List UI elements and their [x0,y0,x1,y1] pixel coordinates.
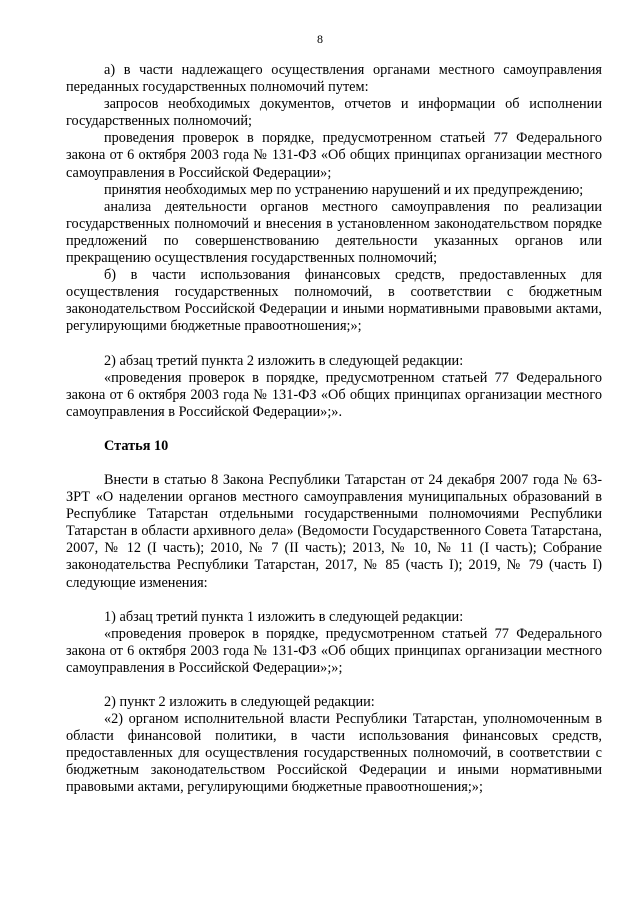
paragraph-amend-2: 2) абзац третий пункта 2 изложить в следующей редакции: [104,352,464,369]
paragraph-amend-point-2: 2) пункт 2 изложить в следующей редакции: [104,694,375,710]
page-number: 8 [317,32,323,46]
paragraph-analysis: анализа деятельности органов местного самоуправления по реализации государственных полномочий и внесения в установленном законодательством порядке предложений по совершенствованию деятельности указанных органов или прекращению осуществления государственных полномочий; [66,198,602,267]
paragraph-amend-point-2-text: «2) органом исполнительной власти Республики Татарстан, уполномоченным в области финансовой политики, в части использования финансовых средств, предоставленных для осуществления государственных полномочий, в соответствии с бюджетным законодательством Российской Федерации и иными нормативными правовыми актами, регулирующими бюджетные правоотношения;»; [66,711,602,796]
paragraph-article-10-intro: Внести в статью 8 Закона Республики Татарстан от 24 декабря 2007 года № 63-ЗРТ «О наделении органов местного самоуправления муниципальных образований в Республике Татарстан отдельными государственными полномочиями Республики Татарстан в области архивного дела» (Ведомости Государственного Совета Татарстана, 2007, № 12 (I часть); 2010, № 7 (II часть); 2013, № 10, № 11 (I часть); Собрание законодательства Республики Татарстан, 2017, № 85 (часть I); 2019, № 79 (часть I) следующие изменения: [66,471,602,591]
paragraph-amend-2-text: «проведения проверок в порядке, предусмотренном статьей 77 Федерального закона от 6 октября 2003 года № 131-ФЗ «Об общих принципах организации местного самоуправления в Российской Федерации»;». [66,369,602,420]
paragraph-b-finance: б) в части использования финансовых средств, предоставленных для осуществления государственных полномочий, в соответствии с бюджетным законодательством Российской Федерации и иными нормативными правовыми актами, регулирующими бюджетные правоотношения;»; [66,267,602,335]
spacer [66,677,602,694]
paragraph-amend-1-text: «проведения проверок в порядке, предусмотренном статьей 77 Федерального закона от 6 октября 2003 года № 131-ФЗ «Об общих принципах организации местного самоуправления в Российской Федерации»;»; [66,625,602,676]
spacer [66,455,602,472]
paragraph-amend-1: 1) абзац третий пункта 1 изложить в следующей редакции: [104,608,464,625]
paragraph-measures: принятия необходимых мер по устранению нарушений и их предупреждению; [104,181,584,198]
document-body [66,62,602,797]
spacer [66,592,602,609]
paragraph-a-intro: а) в части надлежащего осуществления органами местного самоуправления переданных государственных полномочий путем: [66,62,602,96]
paragraph-inspections: проведения проверок в порядке, предусмотренном статьей 77 Федерального закона от 6 октября 2003 года № 131-ФЗ «Об общих принципах организации местного самоуправления в Российской Федерации»; [66,130,602,181]
spacer [66,421,602,438]
spacer [66,336,602,353]
paragraph-requests: запросов необходимых документов, отчетов и информации об исполнении государственных полномочий; [66,96,602,130]
article-heading: Статья 10 [104,437,169,454]
